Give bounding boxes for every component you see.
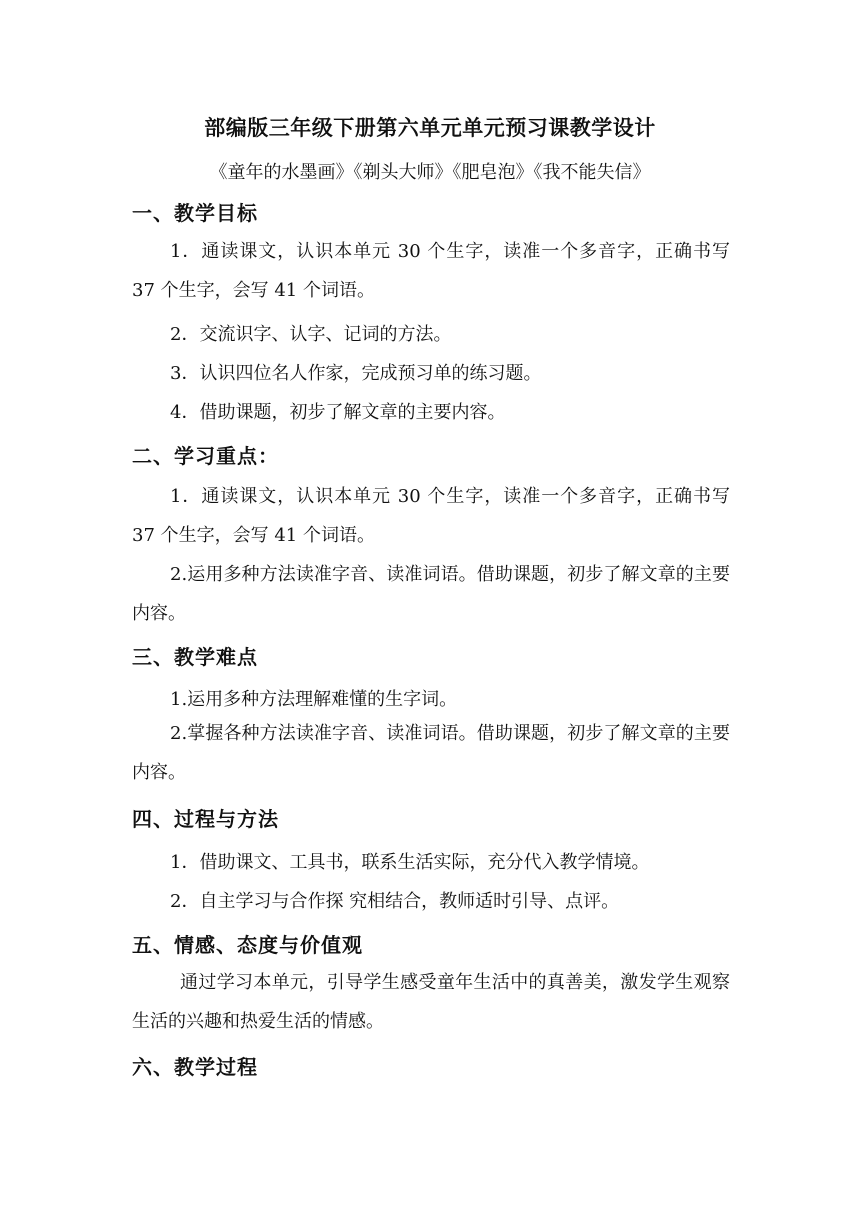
- goal-item-3: 3．认识四位名人作家，完成预习单的练习题。: [170, 363, 542, 384]
- difficulty-item-1: 1.运用多种方法理解难懂的生字词。: [170, 689, 458, 710]
- section-heading-teaching-goals: 一、教学目标: [132, 201, 258, 225]
- key-point-item-1: 1．通读课文，认识本单元 30 个生字，读准一个多音字，正确书写 37 个生字，会写 41 个词语。: [132, 486, 730, 546]
- difficulty-item-2: 2.掌握各种方法读准字音、读准词语。借助课题，初步了解文章的主要内容。: [132, 723, 730, 783]
- method-item-1: 1．借助课文、工具书，联系生活实际，充分代入教学情境。: [170, 852, 650, 873]
- section-heading-values: 五、情感、态度与价值观: [132, 933, 363, 957]
- values-paragraph: 通过学习本单元，引导学生感受童年生活中的真善美，激发学生观察生活的兴趣和热爱生活的情感。: [132, 972, 730, 1032]
- document-subtitle: 《童年的水墨画》《剃头大师》《肥皂泡》《我不能失信》: [209, 162, 651, 183]
- section-heading-difficulties: 三、教学难点: [132, 645, 258, 669]
- goal-item-4: 4．借助课题，初步了解文章的主要内容。: [170, 402, 506, 423]
- document-title: 部编版三年级下册第六单元单元预习课教学设计: [204, 115, 656, 140]
- section-heading-teaching-process: 六、教学过程: [132, 1055, 258, 1079]
- key-point-item-2: 2.运用多种方法读准字音、读准词语。借助课题，初步了解文章的主要内容。: [132, 564, 730, 624]
- method-item-2: 2．自主学习与合作探 究相结合，教师适时引导、点评。: [170, 891, 620, 912]
- section-heading-key-points: 二、学习重点：: [132, 444, 279, 468]
- section-heading-process-methods: 四、过程与方法: [132, 807, 279, 831]
- goal-item-1: 1．通读课文，认识本单元 30 个生字，读准一个多音字，正确书写 37 个生字，会写 41 个词语。: [132, 241, 730, 301]
- goal-item-2: 2．交流识字、认字、记词的方法。: [170, 324, 452, 345]
